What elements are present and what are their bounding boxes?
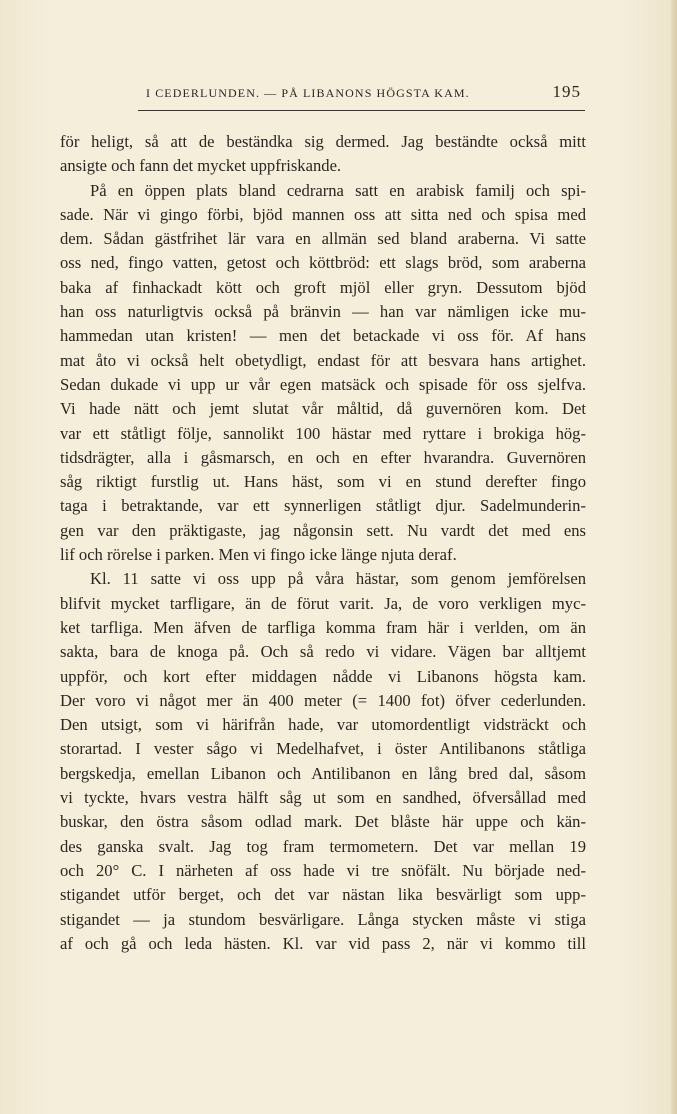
text-line: stigandet utför berget, och det var nästan lika besvärligt som upp- — [60, 885, 586, 905]
text-line: sade. När vi gingo förbi, bjöd mannen oss att sitta ned och spisa med — [60, 204, 586, 224]
running-title: I CEDERLUNDEN. — PÅ LIBANONS HÖGSTA KAM. — [146, 86, 470, 100]
page-header — [140, 82, 585, 108]
text-line: ket tarfliga. Men äfven de tarfliga komma fram här i verlden, om än — [60, 617, 586, 637]
text-line: Kl. 11 satte vi oss upp på våra hästar, som genom jemförelsen — [90, 569, 586, 589]
text-line: Der voro vi något mer än 400 meter (= 1400 fot) öfver cederlunden. — [60, 690, 586, 710]
page-number: 195 — [552, 82, 581, 101]
text-line: Vi hade nätt och jemt slutat vår måltid, då guvernören kom. Det — [60, 399, 586, 419]
text-line: sakta, bara de knoga på. Och så redo vi vidare. Vägen bar alltjemt — [60, 642, 586, 662]
text-line: På en öppen plats bland cedrarna satt en arabisk familj och spi- — [90, 180, 586, 200]
text-line: och 20° C. I närheten af oss hade vi tre snöfält. Nu började ned- — [60, 860, 586, 880]
text-line: bergskedja, emellan Libanon och Antilibanon en lång bred dal, såsom — [60, 763, 586, 783]
text-line: af och gå och leda hästen. Kl. var vid pass 2, när vi kommo till — [60, 933, 586, 953]
text-line: baka af finhackadt kött och groft mjöl eller gryn. Dessutom bjöd — [60, 277, 586, 297]
text-line: dem. Sådan gästfrihet lär vara en allmän sed bland araberna. Vi satte — [60, 229, 586, 249]
text-line: des ganska svalt. Jag tog fram termometern. Det var mellan 19 — [60, 836, 586, 856]
text-line: gen var den präktigaste, jag någonsin sett. Nu vardt det med ens — [60, 520, 586, 540]
text-line: vi tyckte, hvars vestra hälft såg ut som en sandhed, öfversållad med — [60, 788, 586, 808]
text-line: hammedan utan kristen! — men det betackade vi oss för. Af hans — [60, 326, 586, 346]
text-line: storartad. I vester sågo vi Medelhafvet, i öster Antilibanons ståtliga — [60, 739, 586, 759]
header-rule — [138, 110, 585, 111]
text-line: lif och rörelse i parken. Men vi fingo icke länge njuta deraf. — [60, 545, 457, 565]
text-line: han oss naturligtvis också på bränvin — han var nämligen icke mu- — [60, 302, 586, 322]
text-line: för heligt, så att de beständka sig dermed. Jag beständte också mitt — [60, 132, 586, 151]
text-line: buskar, den östra såsom odlad mark. Det blåste här uppe och kän- — [60, 812, 586, 832]
text-line: uppför, och kort efter middagen nådde vi Libanons högsta kam. — [60, 666, 586, 686]
page-edge — [671, 0, 677, 1114]
text-line: taga i betraktande, var ett synnerligen ståtligt djur. Sadelmunderin- — [60, 496, 586, 516]
body-text — [60, 130, 586, 956]
text-line: såg riktigt furstlig ut. Hans häst, som vi en stund derefter fingo — [60, 472, 586, 492]
text-line: blifvit mycket tarfligare, än de förut varit. Ja, de voro verkligen myc- — [60, 593, 586, 613]
text-line: tidsdrägter, alla i gåsmarsch, en och en efter hvarandra. Guvernören — [60, 447, 586, 467]
text-line: mat åto vi också helt obetydligt, endast för att besvara hans artighet. — [60, 350, 586, 370]
text-line: var ett ståtligt följe, sannolikt 100 hästar med ryttare i brokiga hög- — [60, 423, 586, 443]
text-line: ansigte och fann det mycket uppfriskande. — [60, 156, 342, 176]
text-line: Den utsigt, som vi härifrån hade, var utomordentligt vidsträckt och — [60, 715, 586, 735]
text-line: Sedan dukade vi upp ur vår egen matsäck och spisade för oss sjelfva. — [60, 374, 586, 394]
text-line: oss ned, fingo vatten, getost och köttbröd: ett slags bröd, som araberna — [60, 253, 586, 273]
text-line: stigandet — ja stundom besvärligare. Långa stycken måste vi stiga — [60, 909, 586, 929]
